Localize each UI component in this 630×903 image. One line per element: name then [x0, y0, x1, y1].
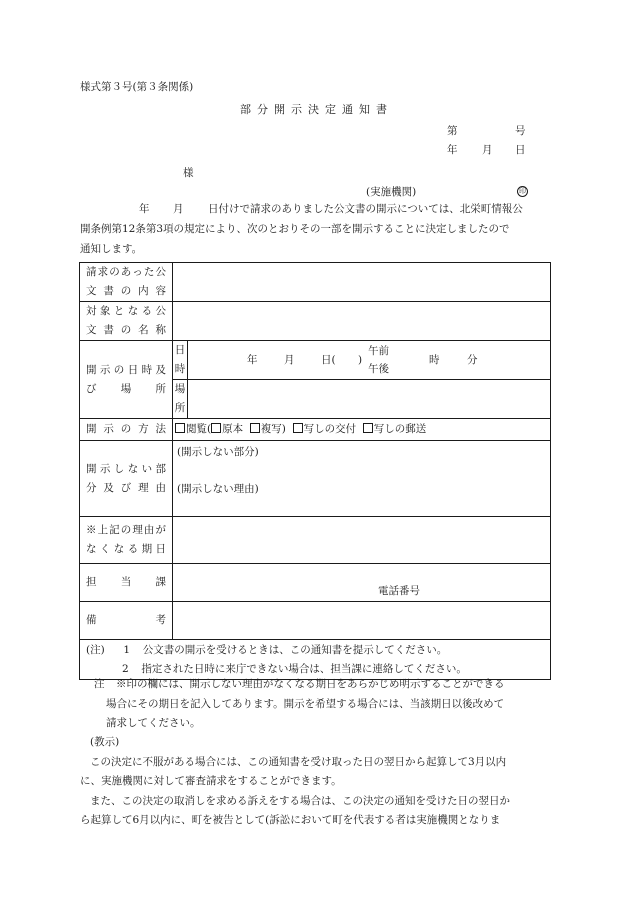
row-staff	[80, 564, 551, 602]
intro-line-2: 開条例第12条第3項の規定により、次のとおりその一部を開示することに決定しましたので	[80, 223, 510, 235]
row-nondisclosure	[80, 441, 551, 517]
method-mail-checkbox[interactable]: 写しの郵送	[363, 423, 427, 435]
date-year-label: 年	[447, 144, 458, 156]
issuer-label: (実施機関)	[366, 186, 417, 198]
nondisclosure-reason-label: (開示しない理由)	[177, 483, 259, 495]
nondisclosure-label: 開示しない部 分及び理由	[80, 441, 173, 517]
date-month-label: 月	[482, 144, 493, 156]
form-number: 様式第３号(第３条関係)	[80, 81, 194, 93]
seal-mark	[517, 185, 528, 197]
row-document-name	[80, 302, 551, 341]
document-title: 部分開示決定通知書	[240, 103, 393, 116]
number-prefix: 第	[447, 125, 458, 137]
footer-note-line-1: ※印の欄には、開示しない理由がなくなる期日をあらかじめ明示することができる	[116, 678, 505, 690]
date-sublabel: 日 時	[173, 341, 188, 380]
instruction-heading: (教示)	[90, 736, 120, 748]
instruction-p1-line-1: この決定に不服がある場合には、この通知書を受け取った日の翌日から起算して3月以内	[90, 756, 507, 768]
note-2: 指定された日時に来庁できない場合は、担当課に連絡してください。	[141, 662, 467, 675]
number-suffix: 号	[515, 125, 526, 137]
row-method	[80, 419, 551, 441]
method-label: 開示の方法	[80, 419, 173, 441]
instruction-p2-line-2: ら起算して6月以内に、町を被告として(訴訟において町を代表する者は実施機関となりま	[80, 814, 501, 826]
date-day-label: 日	[515, 144, 526, 156]
place-field[interactable]	[188, 380, 551, 419]
method-deliver-checkbox[interactable]: 写しの交付	[293, 423, 357, 435]
footer-note-label: 注	[94, 678, 105, 690]
instruction-p1-line-2: に、実施機関に対して審査請求をすることができます。	[80, 775, 342, 787]
document-name-label: 対象となる公 文書の名称	[80, 302, 173, 341]
method-options	[173, 419, 551, 441]
remarks-field[interactable]	[173, 602, 551, 640]
nondisclosure-part-label: (開示しない部分)	[177, 446, 259, 458]
intro-line-3: 通知します。	[80, 243, 143, 255]
method-copy-checkbox[interactable]: 複写)	[250, 423, 286, 435]
instruction-p2-line-1: また、この決定の取消しを求める訴えをする場合は、この決定の通知を受けた日の翌日か	[90, 795, 510, 807]
phone-label: 電話番号	[378, 585, 420, 597]
staff-field[interactable]	[173, 564, 551, 602]
pm-option[interactable]: 午後	[368, 363, 389, 375]
seal-icon: 印	[519, 186, 526, 195]
row-date	[80, 341, 551, 380]
am-option[interactable]: 午前	[368, 345, 389, 357]
disclosure-form-table	[79, 262, 551, 680]
addressee-suffix: 様	[183, 167, 194, 179]
row-notes	[80, 640, 551, 680]
request-content-field[interactable]	[173, 263, 551, 302]
notes-head: (注)	[86, 643, 105, 656]
nondisclosure-field[interactable]	[173, 441, 551, 517]
place-sublabel: 場 所	[173, 380, 188, 419]
expiry-field[interactable]	[173, 517, 551, 564]
footer-note-line-3: 請求してください。	[106, 717, 201, 729]
request-content-label: 請求のあった公 文書の内容	[80, 263, 173, 302]
expiry-label: ※上記の理由が なくなる期日	[80, 517, 173, 564]
remarks-label: 備考	[80, 602, 173, 640]
staff-label: 担当課	[80, 564, 173, 602]
row-expiry	[80, 517, 551, 564]
row-request-content	[80, 263, 551, 302]
row-remarks	[80, 602, 551, 640]
intro-line-1: 日付けで請求のありました公文書の開示については、北栄町情報公	[208, 203, 523, 215]
intro-month: 月	[173, 203, 184, 215]
table-notes: (注) 1 公文書の開示を受けるときは、この通知書を提示してください。 2 指定された日時に来庁できない場合は、担当課に連絡してください。	[80, 640, 551, 680]
intro-year: 年	[139, 203, 150, 215]
date-field[interactable]: 年 月 日( ) 午前 午後 時 分	[188, 341, 551, 380]
footer-note-line-2: 場合にその期日を記入してあります。開示を希望する場合には、当該期日以後改めて	[106, 698, 505, 710]
document-name-field[interactable]	[173, 302, 551, 341]
note-1: 公文書の開示を受けるときは、この通知書を提示してください。	[142, 643, 448, 656]
method-view-checkbox[interactable]: 閲覧(	[175, 423, 211, 435]
date-place-label: 開示の日時及 び場所	[80, 341, 173, 419]
method-original-checkbox[interactable]: 原本	[211, 423, 243, 435]
